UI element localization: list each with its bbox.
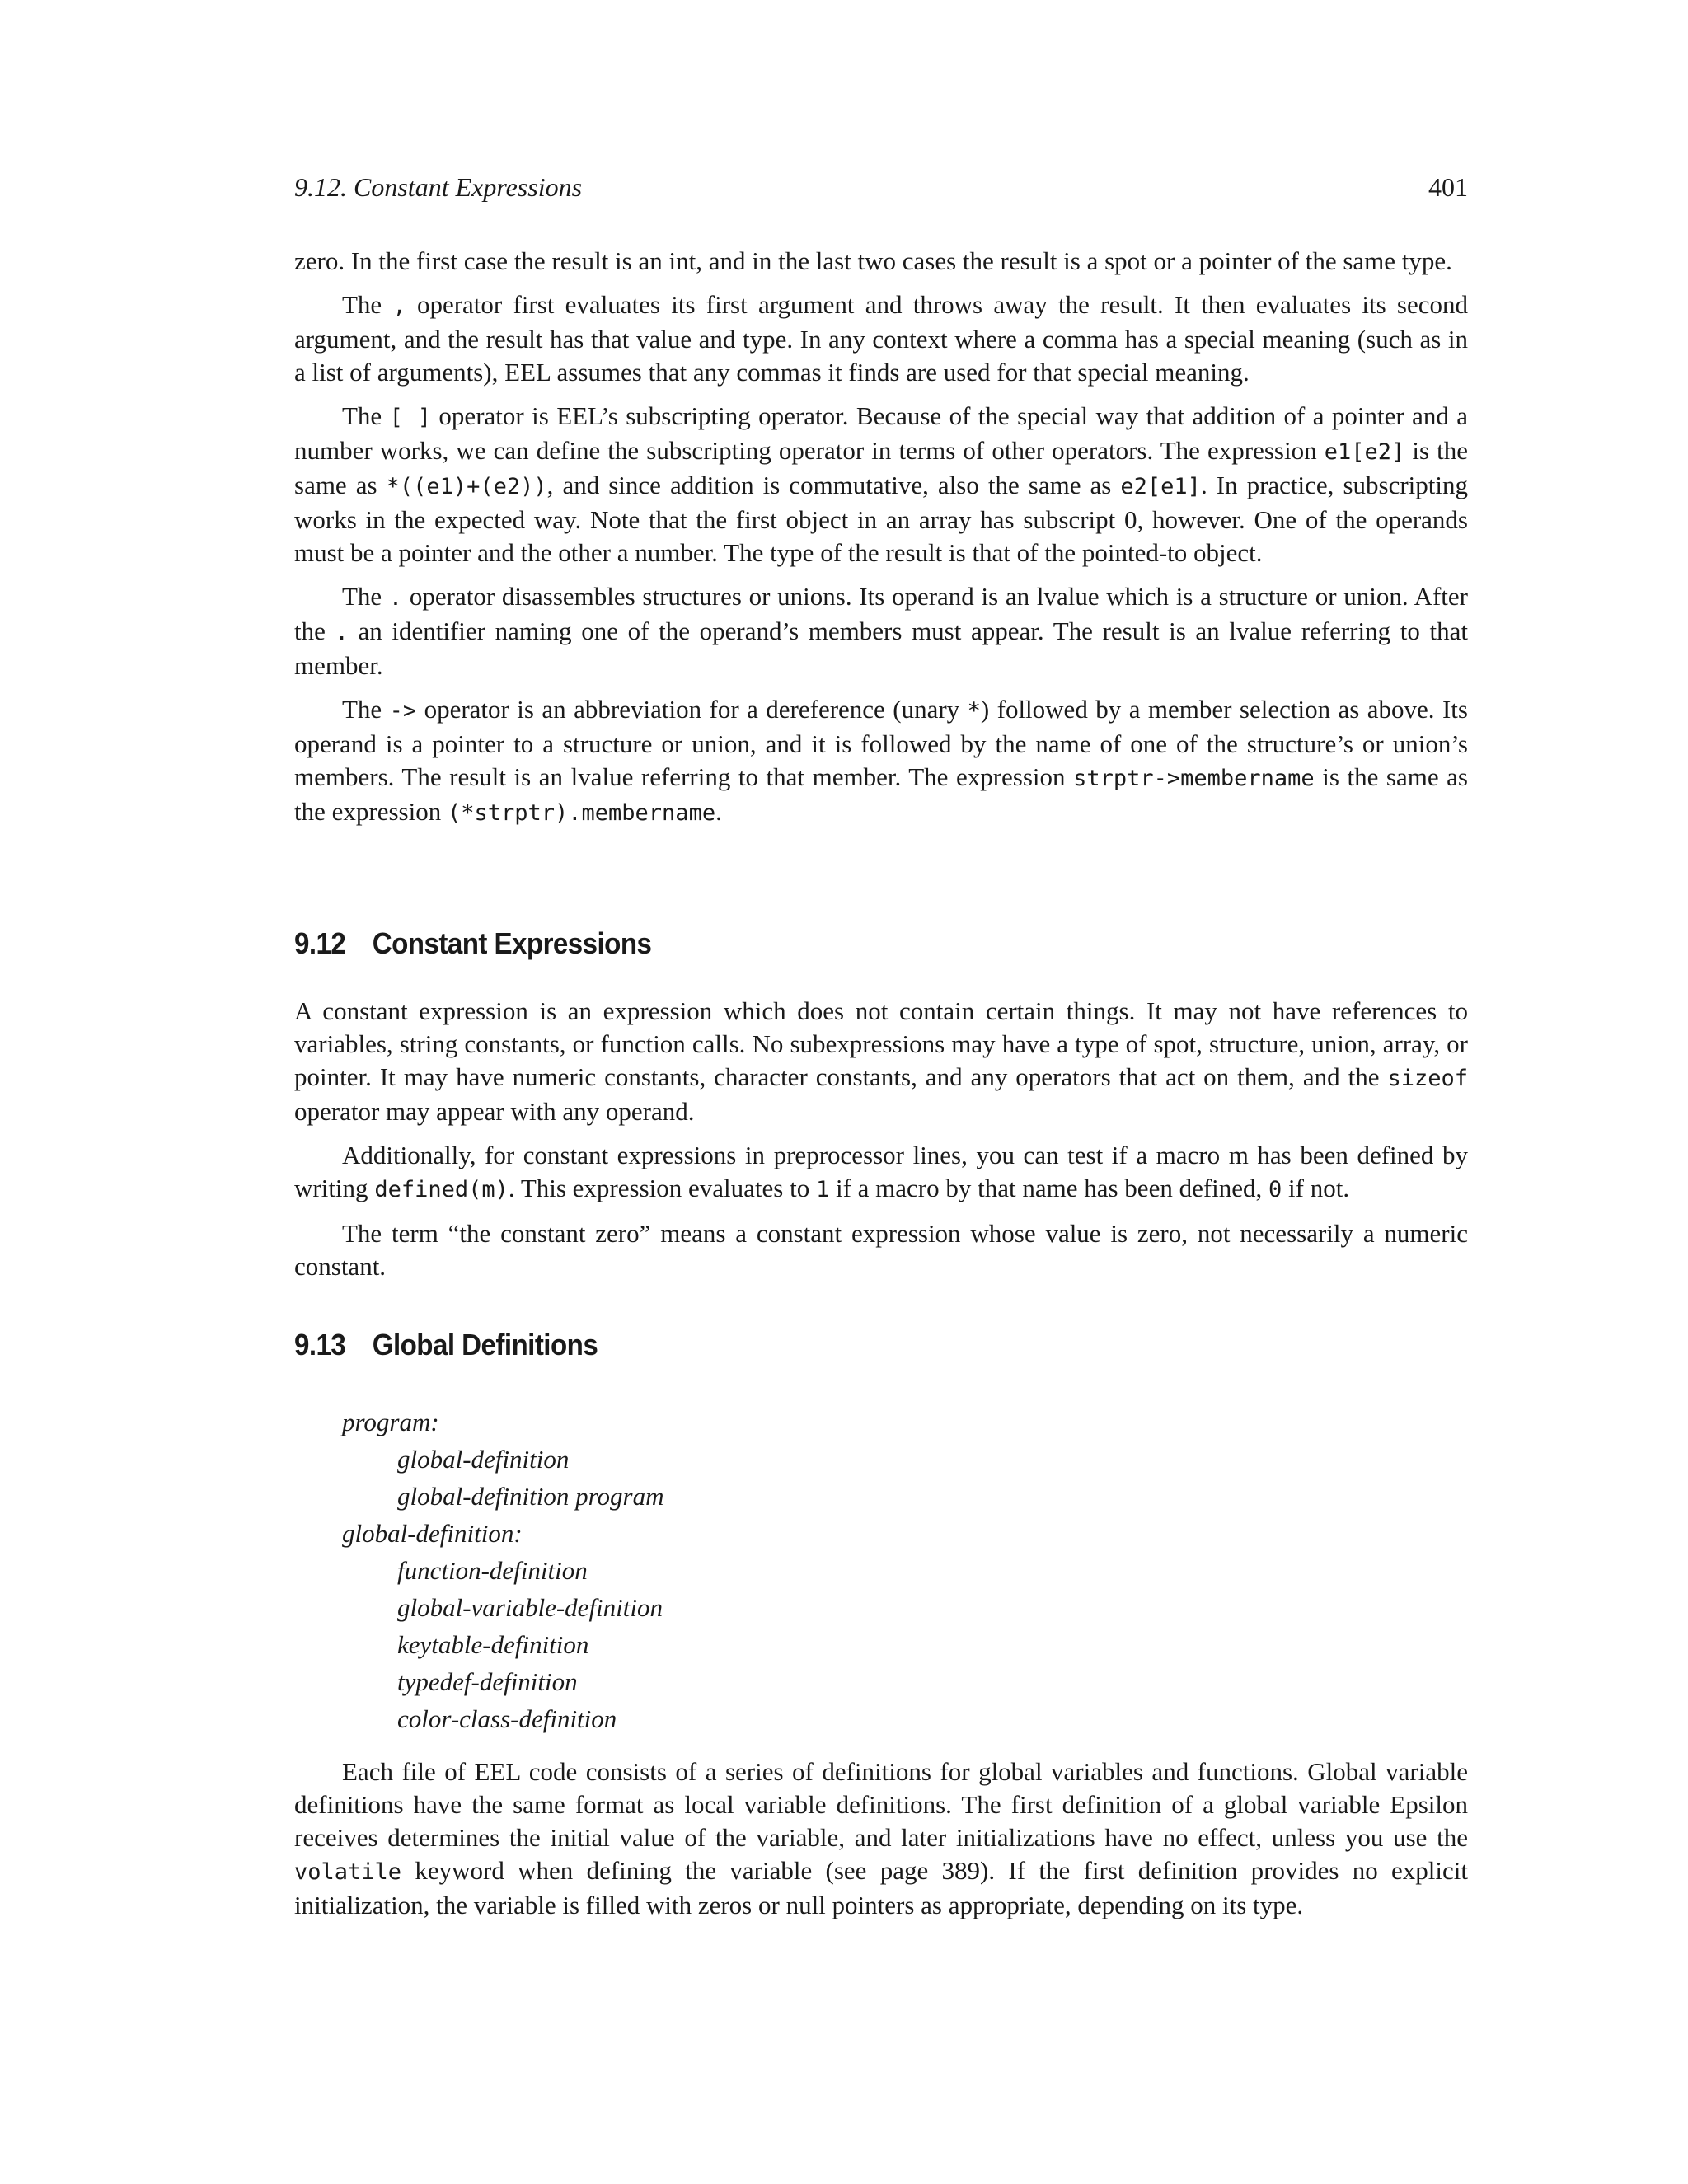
paragraph-subscript-operator: The [ ] operator is EEL’s subscripting operator. Because of the special way that addition of a pointer and a number works, we can define the subscripting operator in terms of other operators. The expression e1[e2] is the same as *((e1)+(e2)), and since addition is commutative, also the same as e2[e1]. In practice, subscripting works in the expected way. Note that the first object in an array has subscript 0, however. One of the operands must be a pointer and the other a number. The type of the result is that of the pointed-to object. [294,401,1468,567]
constant-expressions-body [294,995,1468,1294]
grammar-alternative: global-variable-definition [397,1593,663,1622]
grammar-alternative: color-class-definition [397,1704,617,1733]
code-sizeof: sizeof [1387,1066,1468,1091]
section-title: Constant Expressions [372,926,652,960]
global-definitions-body [294,1755,1468,1933]
section-global-definitions [294,1327,1468,1363]
code-pointer-sum: *((e1)+(e2)) [386,474,547,499]
section-number: 9.12 [294,926,346,960]
paragraph-dot-operator: The . operator disassembles structures or unions. Its operand is an lvalue which is a structure or union. After the . an identifier naming one of the operand’s members must appear. The result is an lvalue referring to that member. [294,582,1469,680]
paragraph-constant-zero: The term “the constant zero” means a constant expression whose value is zero, not necessarily a numeric constant. [294,1219,1468,1281]
grammar-nonterminal: program: [342,1408,439,1436]
grammar-alternative: typedef-definition [397,1667,578,1696]
grammar-alternative: global-definition [397,1445,570,1474]
grammar-alternative: function-definition [397,1556,588,1585]
section-heading-9-12 [294,926,1374,962]
section-number: 9.13 [294,1328,346,1361]
code-brackets: [ ] [389,405,432,430]
code-arrow: -> [389,698,417,724]
code-e1-e2: e1[e2] [1324,439,1405,465]
code-e2-e1: e2[e1] [1120,474,1201,499]
code-defined-m: defined(m) [374,1177,509,1202]
paragraph-preprocessor-defined: Additionally, for constant expressions in preprocessor lines, you can test if a macro m has been defined by writing defined(m). This expression evaluates to 1 if a macro by that name has been defined, 0 if not. [294,1141,1468,1202]
grammar-nonterminal: global-definition: [342,1519,523,1548]
page-number: 401 [1428,172,1468,202]
operators-continuation [294,245,1468,841]
document-page [294,0,1468,2184]
paragraph-global-definitions: Each file of EEL code consists of a series of definitions for global variables and functions. Global variable definitions have the same format as local variable definitions. The first definition of a global variable Epsilon receives determines the initial value of the variable, and later initializations have no effect, unless you use the volatile keyword when defining the variable (see page 389). If the first definition provides no explicit initialization, the variable is filled with zeros or null pointers as appropriate, depending on its type. [294,1757,1468,1919]
code-star: * [967,698,981,724]
code-dot: . [388,585,403,611]
paragraph-constant-definition: A constant expression is an expression which does not contain certain things. It may not have references to variables, string constants, or function calls. No subexpressions may have a type of spot, structure, union, array, or pointer. It may have numeric constants, character constants, and any operators that act on them, and the sizeof operator may appear with any operand. [294,996,1468,1126]
code-zero: 0 [1268,1177,1282,1202]
grammar-block [294,1404,1468,1737]
code-dot: . [335,620,349,645]
code-volatile: volatile [294,1859,402,1885]
paragraph-comma-operator: The , operator first evaluates its first argument and throws away the result. It then evaluates its second argument, and the result has that value and type. In any context where a comma has a special meaning (such as in a list of arguments), EEL assumes that any commas it finds are used for that special meaning. [294,290,1469,387]
running-head-title: 9.12. Constant Expressions [294,172,583,202]
section-heading-9-13 [294,1327,1374,1363]
grammar-alternative: global-definition program [397,1482,664,1511]
code-one: 1 [815,1177,830,1202]
section-title: Global Definitions [372,1328,598,1361]
grammar-alternative: keytable-definition [397,1630,589,1659]
paragraph-arrow-operator: The -> operator is an abbreviation for a dereference (unary *) followed by a member selection as above. Its operand is a pointer to a structure or union, and it is followed by the name of one of the structure’s or union’s members. The result is an lvalue referring to that member. The expression strptr->membername is the same as the expression (*strptr).membername. [294,695,1468,826]
code-strptr-deref: (*strptr).membername [447,800,716,826]
paragraph-zero-result: zero. In the first case the result is an int, and in the last two cases the result is a spot or a pointer of the same type. [294,246,1452,275]
code-strptr-arrow: strptr->membername [1073,766,1315,791]
section-constant-expressions [294,926,1468,962]
code-comma: , [392,293,406,319]
running-head [294,169,1468,205]
